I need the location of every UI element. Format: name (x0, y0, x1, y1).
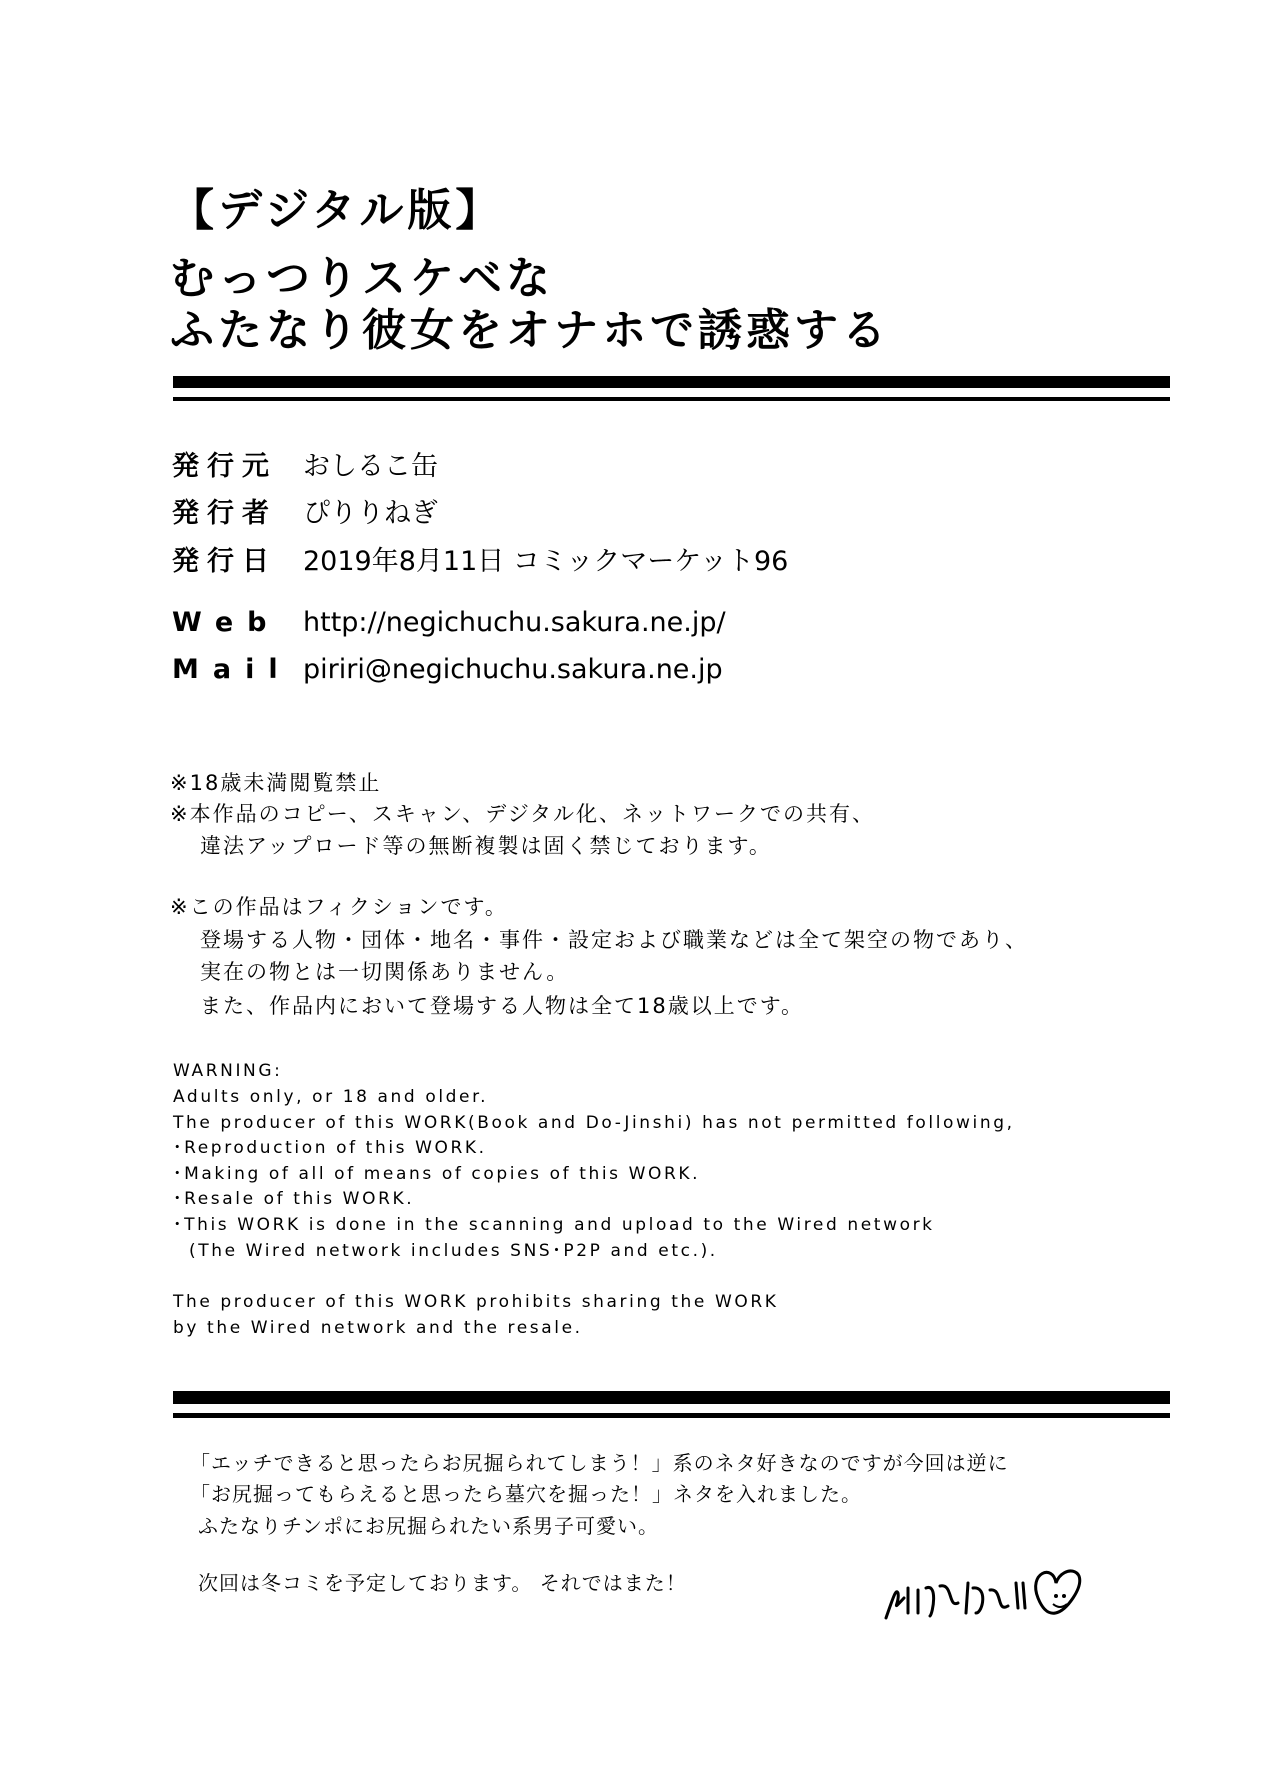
author-signature (878, 1558, 1098, 1633)
warning-line: ･Making of all of means of copies of this WORK. (173, 1164, 701, 1184)
copy-notice-1: ※本作品のコピー、スキャン、デジタル化、ネットワークでの共有、 (170, 802, 875, 826)
afterword-line-3: ふたなりチンポにお尻掘られたい系男子可愛い。 (198, 1514, 659, 1538)
warning-line: ･Resale of this WORK. (173, 1189, 415, 1209)
date-value: 2019年8月11日 コミックマーケット96 (303, 546, 789, 577)
signature-drawing (878, 1558, 1098, 1633)
fiction-notice-4: また、作品内において登場する人物は全て18歳以上です。 (200, 994, 805, 1018)
web-link[interactable]: http://negichuchu.sakura.ne.jp/ (303, 607, 726, 638)
warning-line: ･Reproduction of this WORK. (173, 1138, 487, 1158)
mail-label: Mail (172, 654, 292, 685)
fiction-notice-3: 実在の物とは一切関係ありません。 (200, 960, 570, 984)
warning-line: The producer of this WORK prohibits sharing the WORK (173, 1292, 779, 1312)
title-line-1: むっつりスケベな (170, 253, 554, 304)
warning-line: The producer of this WORK(Book and Do-Jinshi) has not permitted following, (173, 1113, 1015, 1133)
afterword-line-2: 「お尻掘ってもらえると思ったら墓穴を掘った！」ネタを入れました。 (190, 1482, 862, 1506)
date-label: 発行日 (172, 546, 277, 577)
web-label: Web (172, 607, 281, 638)
author-label: 発行者 (172, 498, 277, 529)
warning-line: ･This WORK is done in the scanning and upload to the Wired network (173, 1215, 935, 1235)
mail-link[interactable]: piriri@negichuchu.sakura.ne.jp (303, 654, 723, 685)
title-line-2: ふたなり彼女をオナホで誘惑する (170, 305, 890, 356)
divider-thin-bottom (173, 1413, 1170, 1418)
afterword-line-1: 「エッチできると思ったらお尻掘られてしまう！」系のネタ好きなのですが今回は逆に (190, 1451, 1009, 1475)
publisher-label: 発行元 (172, 451, 277, 482)
warning-line: Adults only, or 18 and older. (173, 1087, 489, 1107)
warning-line: by the Wired network and the resale. (173, 1318, 583, 1338)
divider-thin-top (173, 397, 1170, 401)
fiction-notice-2: 登場する人物・団体・地名・事件・設定および職業などは全て架空の物であり、 (200, 928, 1028, 952)
warning-line: WARNING: (173, 1061, 283, 1081)
publisher-value: おしるこ缶 (303, 451, 438, 482)
copy-notice-2: 違法アップロード等の無断複製は固く禁じております。 (200, 834, 772, 858)
fiction-notice-1: ※この作品はフィクションです。 (170, 895, 508, 919)
author-value: ぴりりねぎ (303, 498, 438, 529)
age-notice: ※18歳未満閲覧禁止 (170, 771, 382, 795)
title-edition: 【デジタル版】 (170, 185, 504, 236)
afterword-line-4: 次回は冬コミを予定しております。 それではまた！ (198, 1571, 687, 1595)
warning-line: (The Wired network includes SNS･P2P and etc.). (173, 1241, 718, 1261)
divider-thick-top (173, 376, 1170, 388)
divider-thick-bottom (173, 1391, 1170, 1404)
